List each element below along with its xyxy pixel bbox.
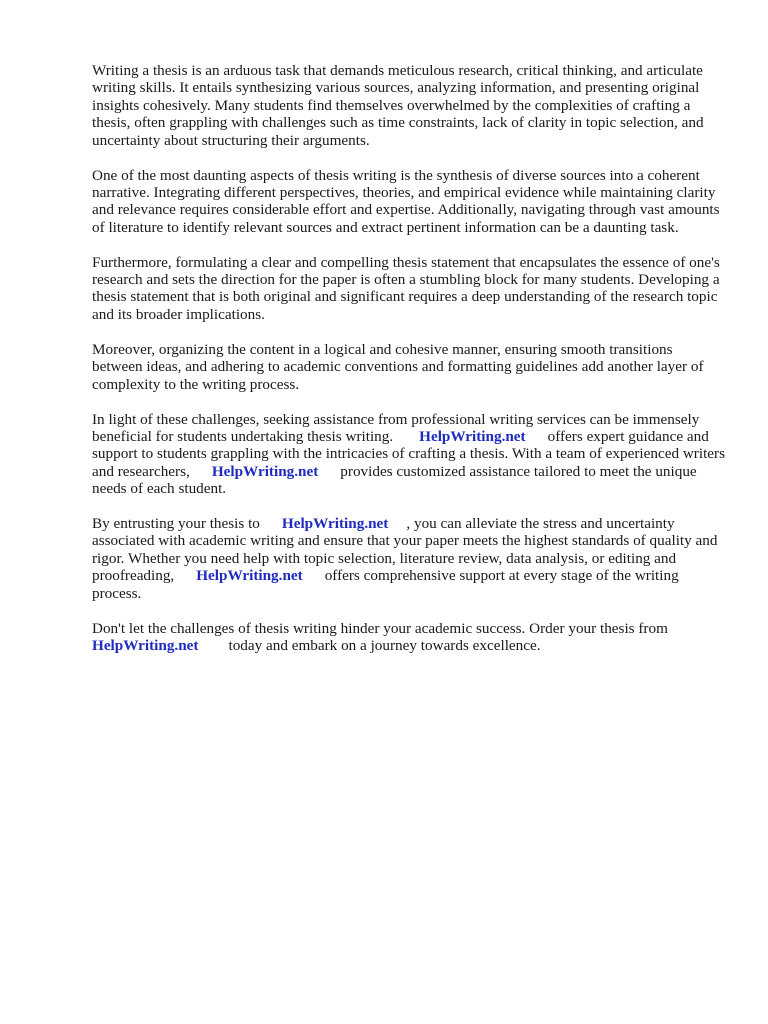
paragraph-text: , you can alleviate the stress and uncertainty associated with academic writing and ensure that your paper meets the highest standards of quality and rigor. Whether you need help with topic selection, literature review, data analysis, or editing and proofreading, bbox=[92, 515, 718, 585]
paragraph-text: Don't let the challenges of thesis writing hinder your academic success. Order your thesis from bbox=[92, 619, 668, 637]
paragraph-text: today and embark on a journey towards excellence. bbox=[228, 636, 541, 654]
helpwriting-link[interactable]: HelpWriting.net bbox=[211, 462, 319, 480]
paragraph-text: provides customized assistance tailored to meet the unique needs of each student. bbox=[92, 462, 697, 498]
helpwriting-link[interactable]: HelpWriting.net bbox=[419, 427, 526, 445]
helpwriting-link[interactable]: HelpWriting.net bbox=[196, 567, 303, 585]
paragraph-text: By entrusting your thesis to bbox=[92, 515, 260, 533]
helpwriting-link[interactable]: HelpWriting.net bbox=[92, 636, 199, 654]
paragraph-assistance bbox=[92, 411, 726, 498]
paragraph-entrusting bbox=[92, 515, 726, 602]
helpwriting-link[interactable]: HelpWriting.net bbox=[281, 515, 389, 533]
paragraph-text: offers expert guidance and support to students grappling with the intricacies of crafting a thesis. With a team of experienced writers and researchers, bbox=[92, 427, 726, 480]
paragraph-organization: Moreover, organizing the content in a logical and cohesive manner, ensuring smooth transitions between ideas, and adhering to academic conventions and formatting guidelines add another layer of complexity to the writing process. bbox=[92, 340, 704, 393]
paragraph-thesis-statement: Furthermore, formulating a clear and compelling thesis statement that encapsulates the essence of one's research and sets the direction for the paper is often a stumbling block for many students. Developing a thesis statement that is both original and significant requires a deep understanding of the research topic and its broader implications. bbox=[92, 253, 720, 323]
document-body bbox=[92, 62, 726, 672]
paragraph-synthesis: One of the most daunting aspects of thesis writing is the synthesis of diverse sources into a coherent narrative. Integrating different perspectives, theories, and empirical evidence while maintaining clarity and relevance requires considerable effort and expertise. Additionally, navigating through vast amounts of literature to identify relevant sources and extract pertinent information can be a daunting task. bbox=[92, 166, 720, 236]
paragraph-text: In light of these challenges, seeking assistance from professional writing services can be immensely beneficial for students undertaking thesis writing. bbox=[92, 410, 700, 445]
paragraph-text: offers comprehensive support at every stage of the writing process. bbox=[92, 567, 679, 602]
paragraph-call-to-action bbox=[92, 620, 726, 655]
paragraph-intro: Writing a thesis is an arduous task that demands meticulous research, critical thinking, and articulate writing skills. It entails synthesizing various sources, analyzing information, and presenting original insights cohesively. Many students find themselves overwhelmed by the complexities of crafting a thesis, often grappling with challenges such as time constraints, lack of clarity in topic selection, and uncertainty about structuring their arguments. bbox=[92, 62, 704, 149]
